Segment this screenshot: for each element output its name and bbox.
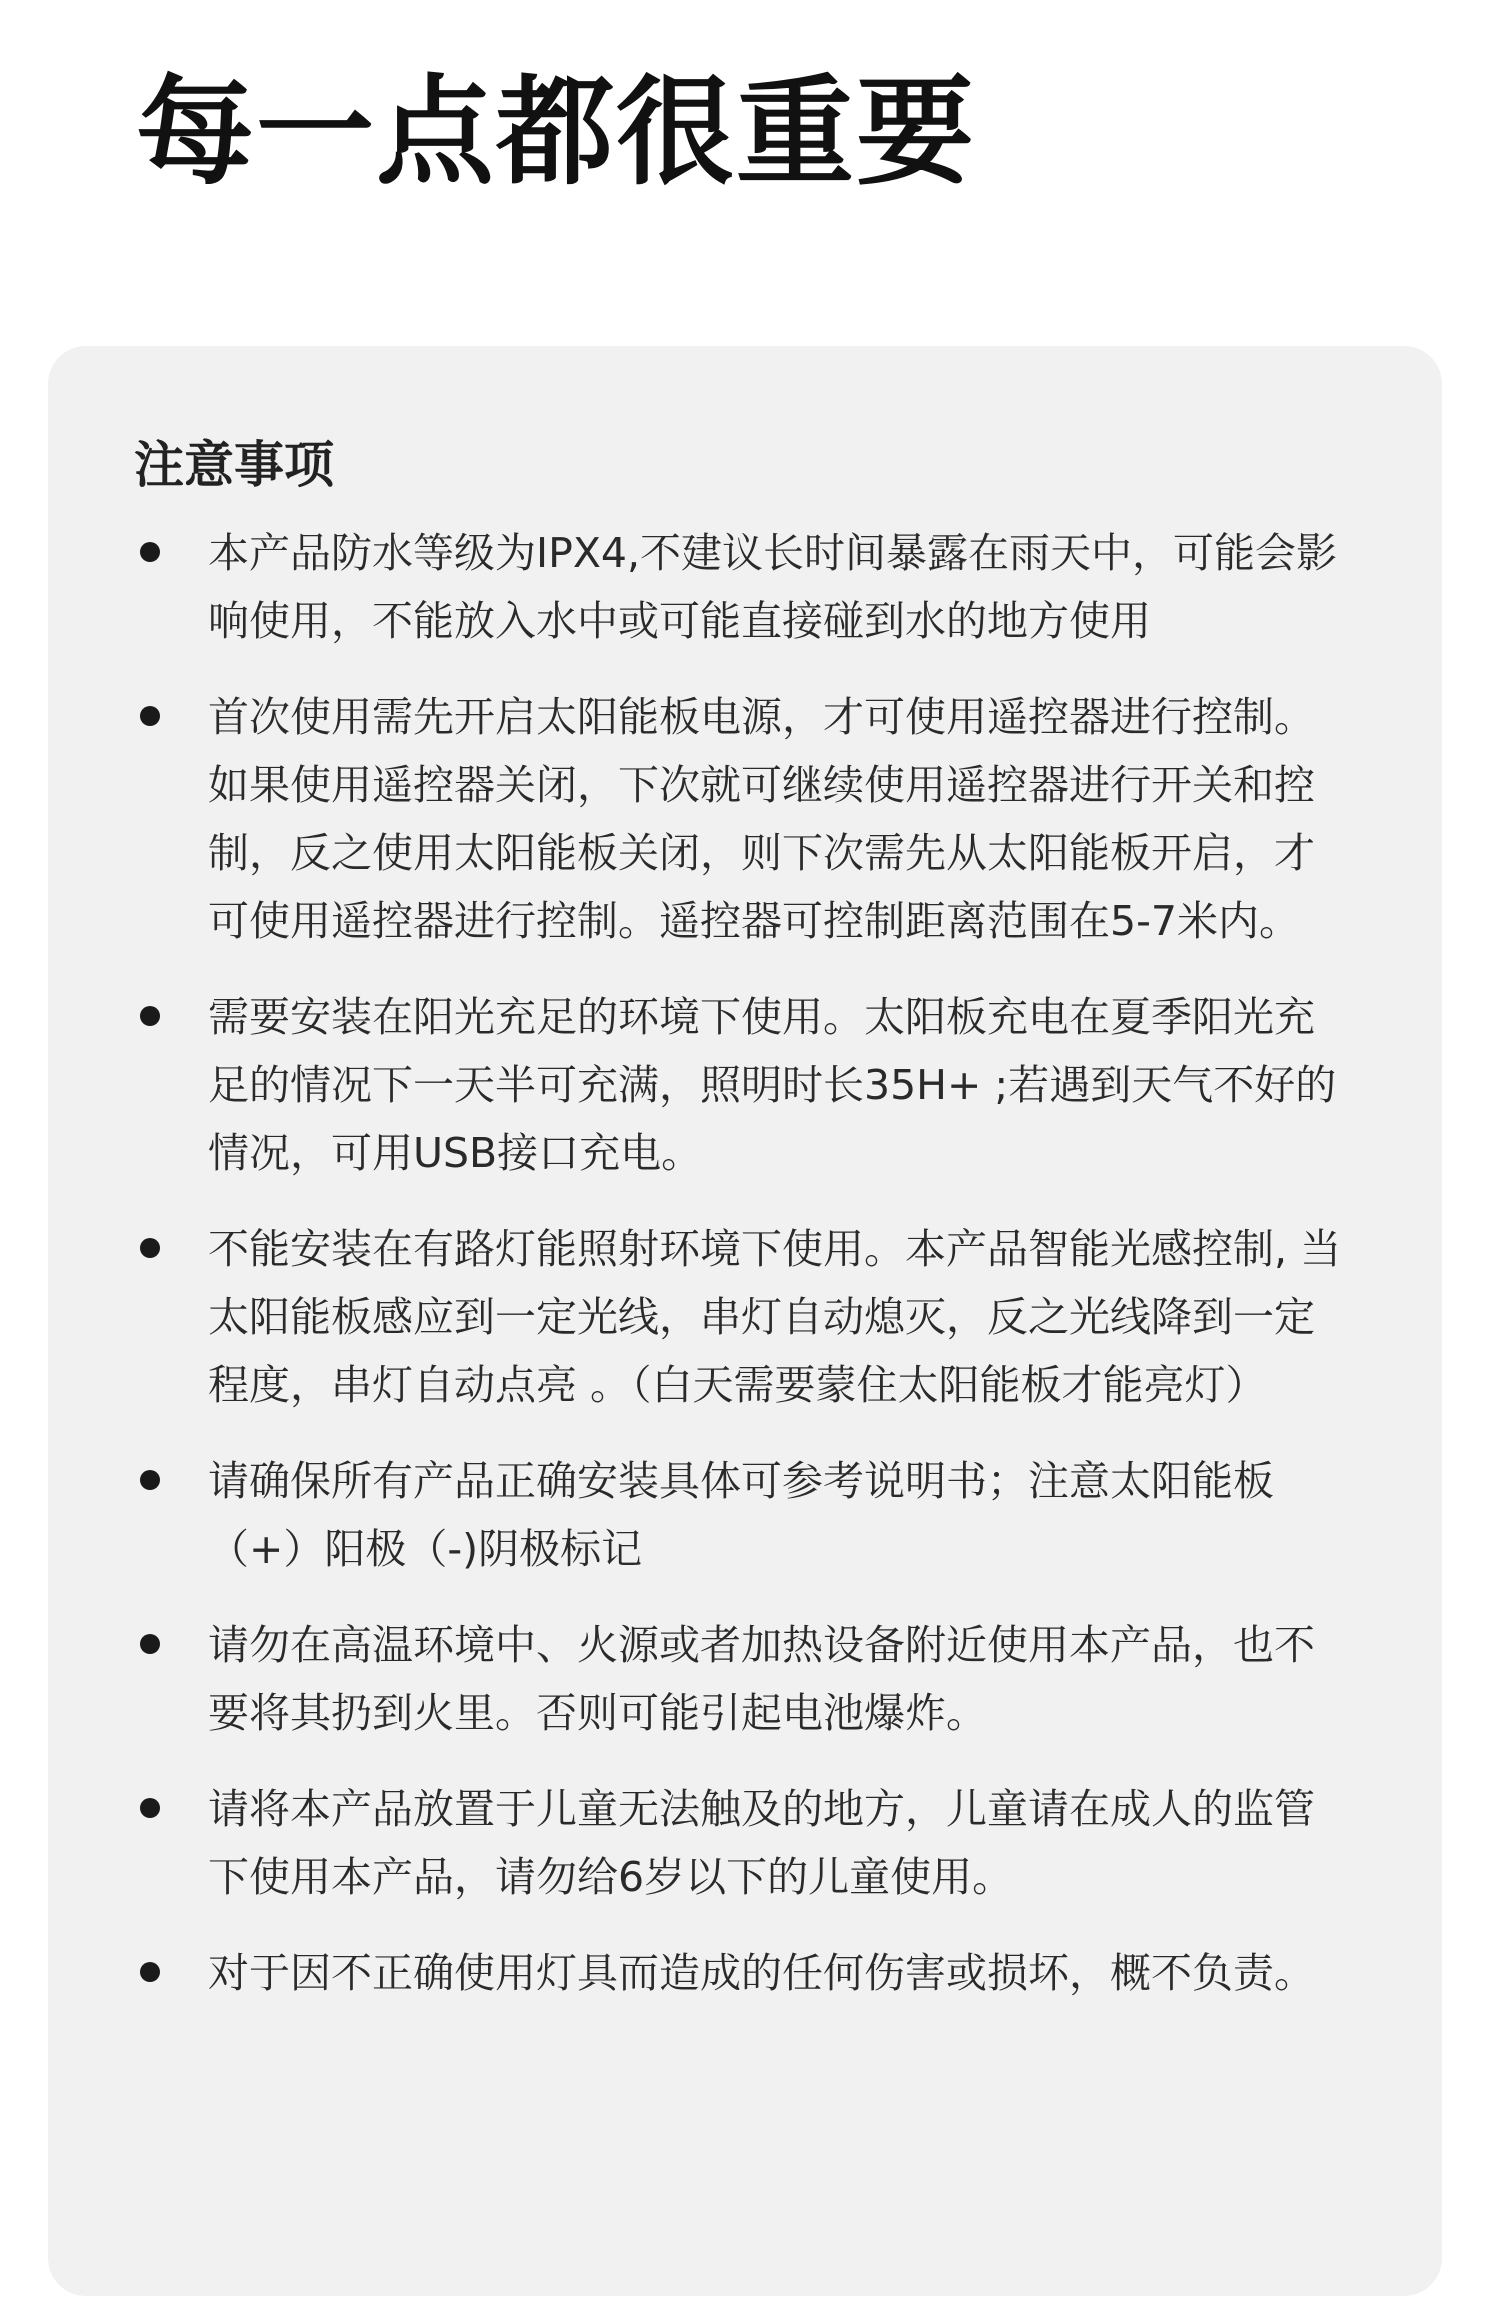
notice-item [134,683,1352,955]
bullet-dot-icon [140,1238,160,1258]
notice-item-text: 请确保所有产品正确安装具体可参考说明书；注意太阳能板（+）阳极（-)阴极标记 [208,1457,1274,1573]
page-title: 每一点都很重要 [136,63,977,201]
bullet-dot-icon [140,1798,160,1818]
notice-item-text: 请勿在高温环境中、火源或者加热设备附近使用本产品，也不要将其扔到火里。否则可能引起电池爆炸。 [208,1621,1315,1737]
notice-item [134,1611,1352,1747]
bullet-dot-icon [140,1962,160,1982]
notice-item [134,1215,1352,1419]
notice-item [134,519,1352,655]
bullet-dot-icon [140,706,160,726]
notice-item-text: 不能安装在有路灯能照射环境下使用。本产品智能光感控制, 当太阳能板感应到一定光线，串灯自动熄灭，反之光线降到一定程度，串灯自动点亮 。（白天需要蒙住太阳能板才能亮灯） [208,1225,1342,1409]
notice-card-title: 注意事项 [134,436,334,494]
notice-item-text: 对于因不正确使用灯具而造成的任何伤害或损坏，概不负责。 [208,1949,1315,1997]
notice-item-text: 本产品防水等级为IPX4,不建议长时间暴露在雨天中，可能会影响使用，不能放入水中或可能直接碰到水的地方使用 [208,529,1338,645]
notice-card [48,346,1442,2296]
notice-item-text: 需要安装在阳光充足的环境下使用。太阳板充电在夏季阳光充足的情况下一天半可充满，照明时长35H+ ;若遇到天气不好的情况，可用USB接口充电。 [208,993,1337,1177]
bullet-dot-icon [140,1634,160,1654]
notice-item [134,1447,1352,1583]
notice-item [134,983,1352,1187]
notice-item-text: 首次使用需先开启太阳能板电源，才可使用遥控器进行控制。如果使用遥控器关闭，下次就可继续使用遥控器进行开关和控制，反之使用太阳能板关闭，则下次需先从太阳能板开启，才可使用遥控器进行控制。遥控器可控制距离范围在5-7米内。 [208,693,1315,945]
bullet-dot-icon [140,1006,160,1026]
notice-item [134,1939,1352,2007]
notice-item-text: 请将本产品放置于儿童无法触及的地方，儿童请在成人的监管下使用本产品，请勿给6岁以下的儿童使用。 [208,1785,1315,1901]
notice-item [134,1775,1352,1911]
bullet-dot-icon [140,542,160,562]
notice-list [134,519,1352,2007]
bullet-dot-icon [140,1470,160,1490]
